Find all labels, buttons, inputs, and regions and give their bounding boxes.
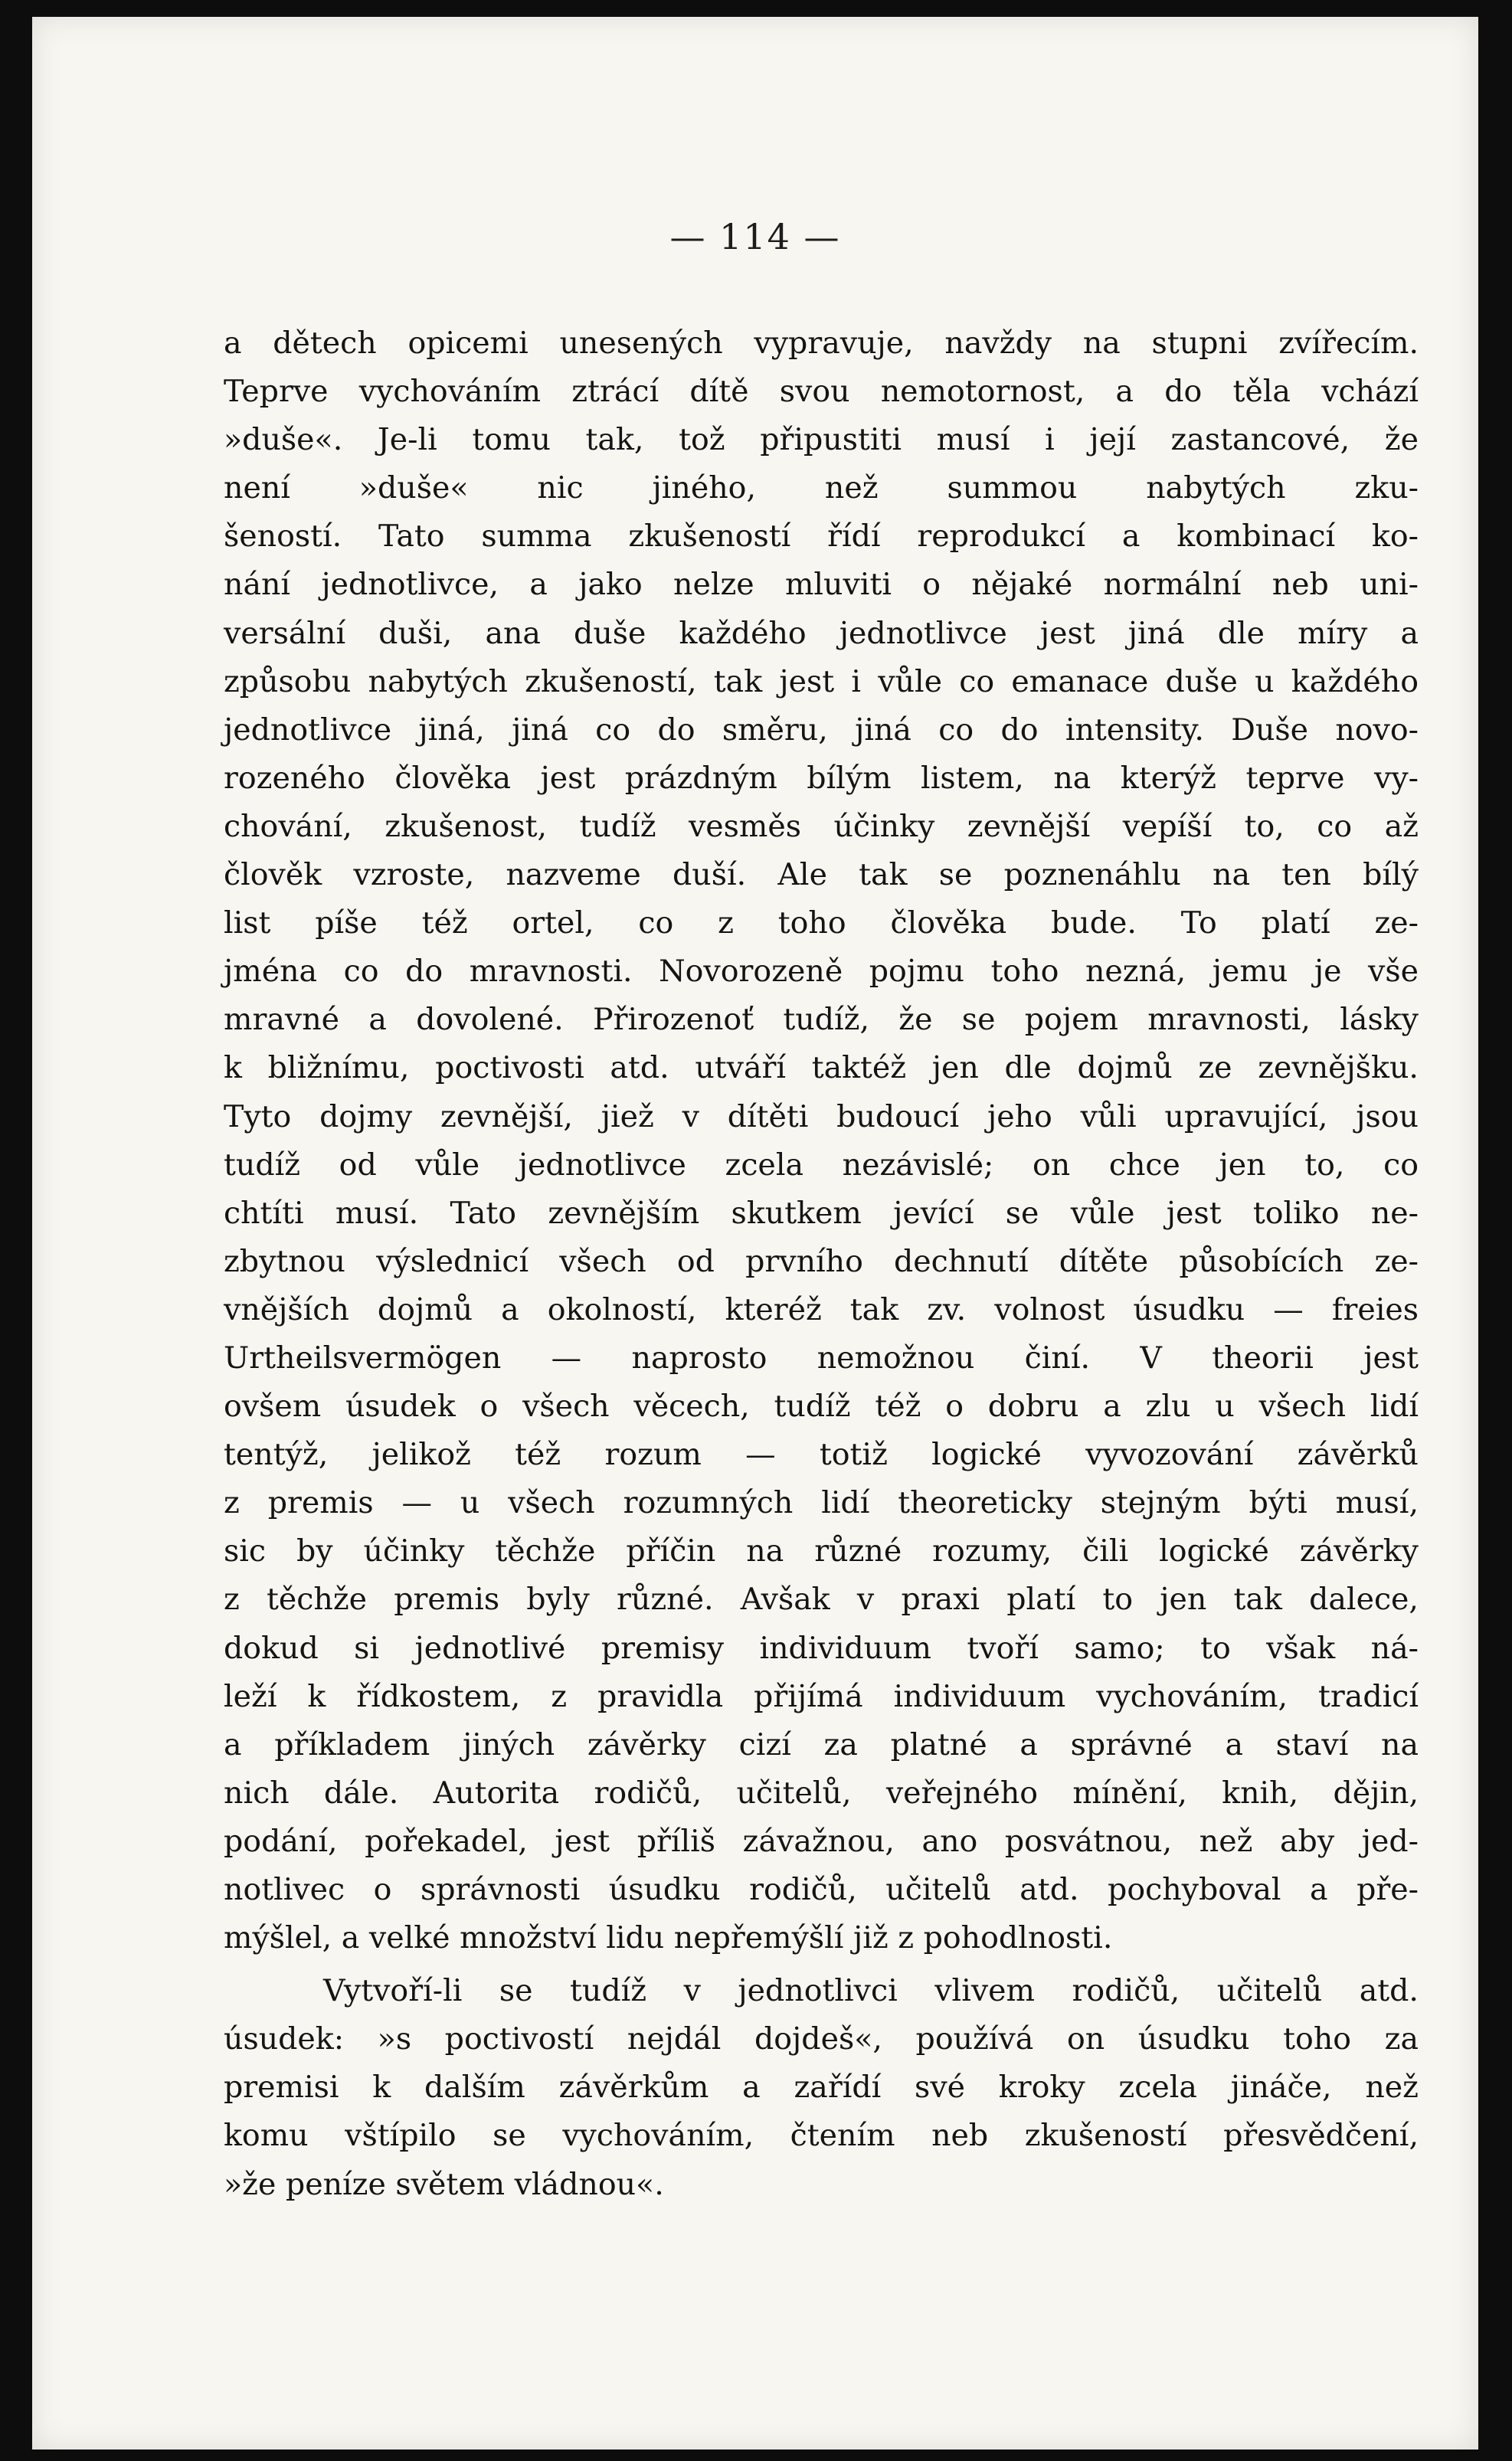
text-line: tudíž od vůle jednotlivce zcela nezávislé; on chce jen to, co bbox=[224, 1147, 1419, 1183]
text-line: list píše též ortel, co z toho člověka bude. To platí ze- bbox=[224, 905, 1419, 941]
text-line: jednotlivce jiná, jiná co do směru, jiná co do intensity. Duše novo- bbox=[224, 712, 1419, 748]
book-page bbox=[32, 17, 1478, 2450]
text-line: mravné a dovolené. Přirozenoť tudíž, že se pojem mravnosti, lásky bbox=[224, 1002, 1419, 1038]
text-line: Teprve vychováním ztrácí dítě svou nemotornost, a do těla vchází bbox=[224, 374, 1419, 410]
text-line: způsobu nabytých zkušeností, tak jest i vůle co emanace duše u každého bbox=[224, 663, 1419, 699]
text-line: nání jednotlivce, a jako nelze mluviti o nějaké normální neb uni- bbox=[224, 567, 1419, 603]
text-line: rozeného člověka jest prázdným bílým listem, na kterýž teprve vy- bbox=[224, 760, 1419, 796]
text-line: tentýž, jelikož též rozum — totiž logické vyvozování závěrků bbox=[224, 1437, 1419, 1473]
text-line: notlivec o správnosti úsudku rodičů, učitelů atd. pochyboval a pře- bbox=[224, 1872, 1419, 1907]
text-line: jména co do mravnosti. Novorozeně pojmu toho nezná, jemu je vše bbox=[224, 954, 1419, 990]
text-line: versální duši, ana duše každého jednotlivce jest jiná dle míry a bbox=[224, 615, 1419, 651]
text-line: nich dále. Autorita rodičů, učitelů, veřejného mínění, knih, dějin, bbox=[224, 1775, 1419, 1811]
text-line: šeností. Tato summa zkušeností řídí reprodukcí a kombinací ko- bbox=[224, 519, 1419, 555]
text-line: ovšem úsudek o všech věcech, tudíž též o dobru a zlu u všech lidí bbox=[224, 1389, 1419, 1425]
text-line: »duše«. Je-li tomu tak, tož připustiti musí i její zastancové, že bbox=[224, 422, 1419, 458]
text-line: leží k řídkostem, z pravidla přijímá individuum vychováním, tradicí bbox=[224, 1678, 1419, 1714]
text-line: chování, zkušenost, tudíž vesměs účinky zevnější vepíší to, co až bbox=[224, 808, 1419, 844]
text-line: člověk vzroste, nazveme duší. Ale tak se poznenáhlu na ten bílý bbox=[224, 857, 1419, 893]
text-line: Urtheilsvermögen — naprosto nemožnou činí. V theorii jest bbox=[224, 1340, 1419, 1376]
text-line: mýšlel, a velké množství lidu nepřemýšlí již z pohodlnosti. bbox=[224, 1920, 1113, 1956]
text-line: »že peníze světem vládnou«. bbox=[224, 2166, 664, 2202]
text-line: Vytvoří-li se tudíž v jednotlivci vlivem rodičů, učitelů atd. bbox=[323, 1973, 1419, 2009]
text-line: komu vštípilo se vychováním, čtením neb zkušeností přesvědčení, bbox=[224, 2118, 1419, 2154]
text-line: není »duše« nic jiného, než summou nabytých zku- bbox=[224, 470, 1419, 506]
text-line: úsudek: »s poctivostí nejdál dojdeš«, používá on úsudku toho za bbox=[224, 2021, 1419, 2057]
text-line: chtíti musí. Tato zevnějším skutkem jevící se vůle jest toliko ne- bbox=[224, 1195, 1419, 1231]
paragraph bbox=[224, 1967, 1419, 2208]
text-line: Tyto dojmy zevnější, jiež v dítěti budoucí jeho vůli upravující, jsou bbox=[224, 1098, 1419, 1134]
paragraph bbox=[224, 319, 1419, 1962]
page-text bbox=[224, 319, 1419, 2209]
text-line: a příkladem jiných závěrky cizí za platné a správné a staví na bbox=[224, 1726, 1419, 1762]
text-line: premisi k dalším závěrkům a zařídí své kroky zcela jináče, než bbox=[224, 2070, 1419, 2106]
text-line: a dětech opicemi unesených vypravuje, navždy na stupni zvířecím. bbox=[224, 326, 1419, 361]
text-line: zbytnou výslednicí všech od prvního dechnutí dítěte působících ze- bbox=[224, 1243, 1419, 1279]
text-line: vnějších dojmů a okolností, kteréž tak zv. volnost úsudku — freies bbox=[224, 1291, 1419, 1327]
text-line: sic by účinky těchže příčin na různé rozumy, čili logické závěrky bbox=[224, 1533, 1419, 1569]
text-line: z těchže premis byly různé. Avšak v praxi platí to jen tak dalece, bbox=[224, 1582, 1419, 1618]
page-number: — 114 — bbox=[669, 216, 841, 257]
text-line: k bližnímu, poctivosti atd. utváří taktéž jen dle dojmů ze zevnějšku. bbox=[224, 1050, 1419, 1086]
text-line: dokud si jednotlivé premisy individuum tvoří samo; to však ná- bbox=[224, 1630, 1419, 1666]
text-line: z premis — u všech rozumných lidí theoreticky stejným býti musí, bbox=[224, 1485, 1419, 1521]
text-line: podání, pořekadel, jest příliš závažnou, ano posvátnou, než aby jed- bbox=[224, 1823, 1419, 1859]
